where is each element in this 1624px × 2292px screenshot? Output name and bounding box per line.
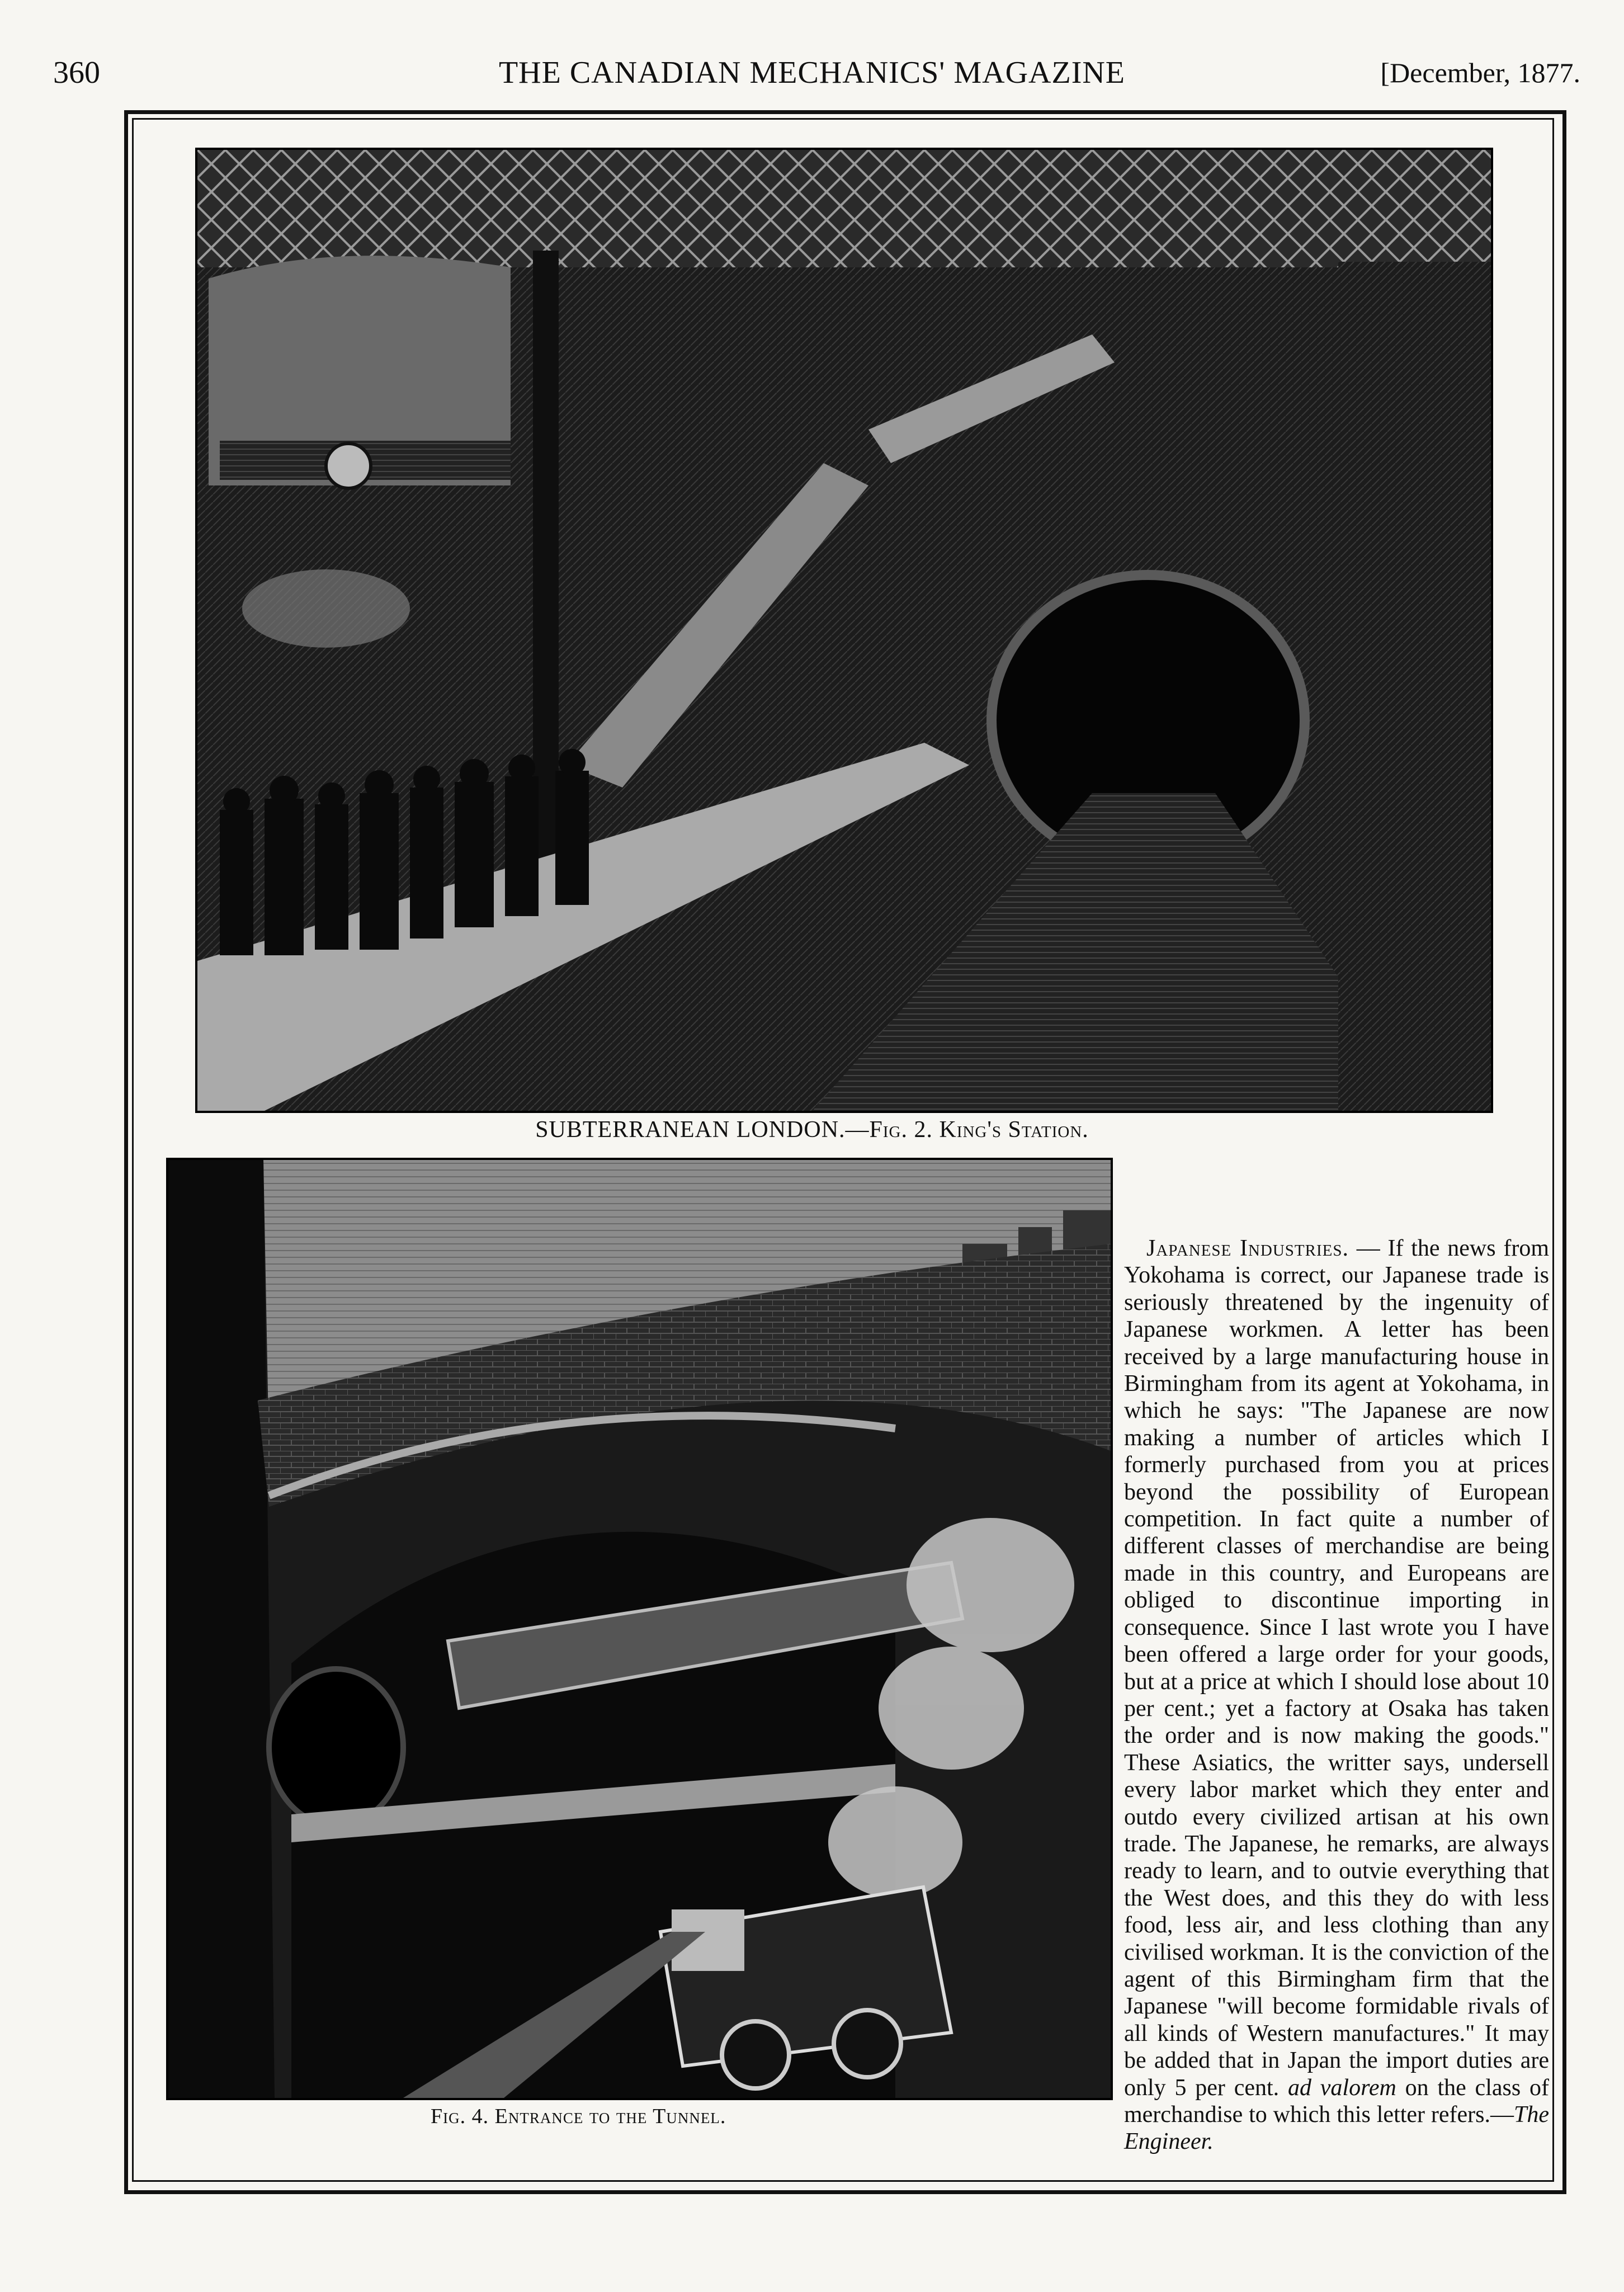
article-japanese-industries: [1124, 1235, 1549, 2156]
tunnel-entrance-illustration: [168, 1160, 1111, 2098]
article-latin-phrase: ad valorem: [1287, 2074, 1396, 2101]
retaining-wall-left: [168, 1160, 275, 2098]
article-body-end: on the class of merchandise to which this letter refers.—: [1124, 2074, 1549, 2128]
article-dash: —: [1348, 1235, 1388, 1261]
tunnel-mouth: [269, 1669, 403, 1826]
article-body: If the news from Yokohama is correct, our Japanese trade is seriously threatened by the ingenuity of Japanese workmen. A letter has been received by a large manufacturing house in Birmingham from its agent at Yokohama, in which he says: "The Japanese are now making a number of articles which I formerly purchased from you at prices beyond the possibility of European competition. In fact quite a number of different classes of merchandise are being made in this country, and Europeans are obliged to discontinue importing in consequence. Since I last wrote you I have been offered a large order for your goods, but at a price at which I should lose about 10 per cent.; yet a factory at Osaka has taken the order and is now making the goods." These Asiatics, the writter says, undersell every labor market which they enter and outdo every civilized artisan at his own trade. The Japanese, he remarks, are always ready to learn, and to outvie everything that the West does, and this they do with less food, less air, and less clothing than any civilised workman. It is the conviction of the agent of this Birmingham firm that the Japanese "will become formidable rivals of all kinds of Western manufactures." It may be added that in Japan the import duties are only 5 per cent.: [1124, 1235, 1549, 2101]
caption-figure-2-main: SUBTERRANEAN LONDON.: [535, 1117, 846, 1143]
tunnel-wall-right: [1338, 262, 1491, 1111]
magazine-title: THE CANADIAN MECHANICS' MAGAZINE: [498, 55, 1126, 90]
page-number: 360: [53, 55, 100, 90]
steam-cloud: [242, 569, 410, 648]
figure-tunnel-entrance-engraving: [166, 1158, 1113, 2100]
caption-figure-4: Fig. 4. Entrance to the Tunnel.: [431, 2105, 726, 2128]
article-paragraph: [1124, 1235, 1549, 2156]
figure-kings-station-engraving: [195, 148, 1493, 1113]
article-source: The Engineer.: [1124, 2102, 1549, 2155]
kings-station-illustration: [197, 150, 1491, 1111]
article-heading: Japanese Industries.: [1146, 1235, 1349, 1261]
issue-date: [December, 1877.: [1380, 57, 1580, 88]
caption-figure-2-label: —Fig. 2. King's Station.: [845, 1117, 1089, 1143]
lattice-roof: [197, 150, 1491, 267]
station-lamp: [326, 444, 371, 488]
caption-figure-2: [0, 1116, 1624, 1143]
